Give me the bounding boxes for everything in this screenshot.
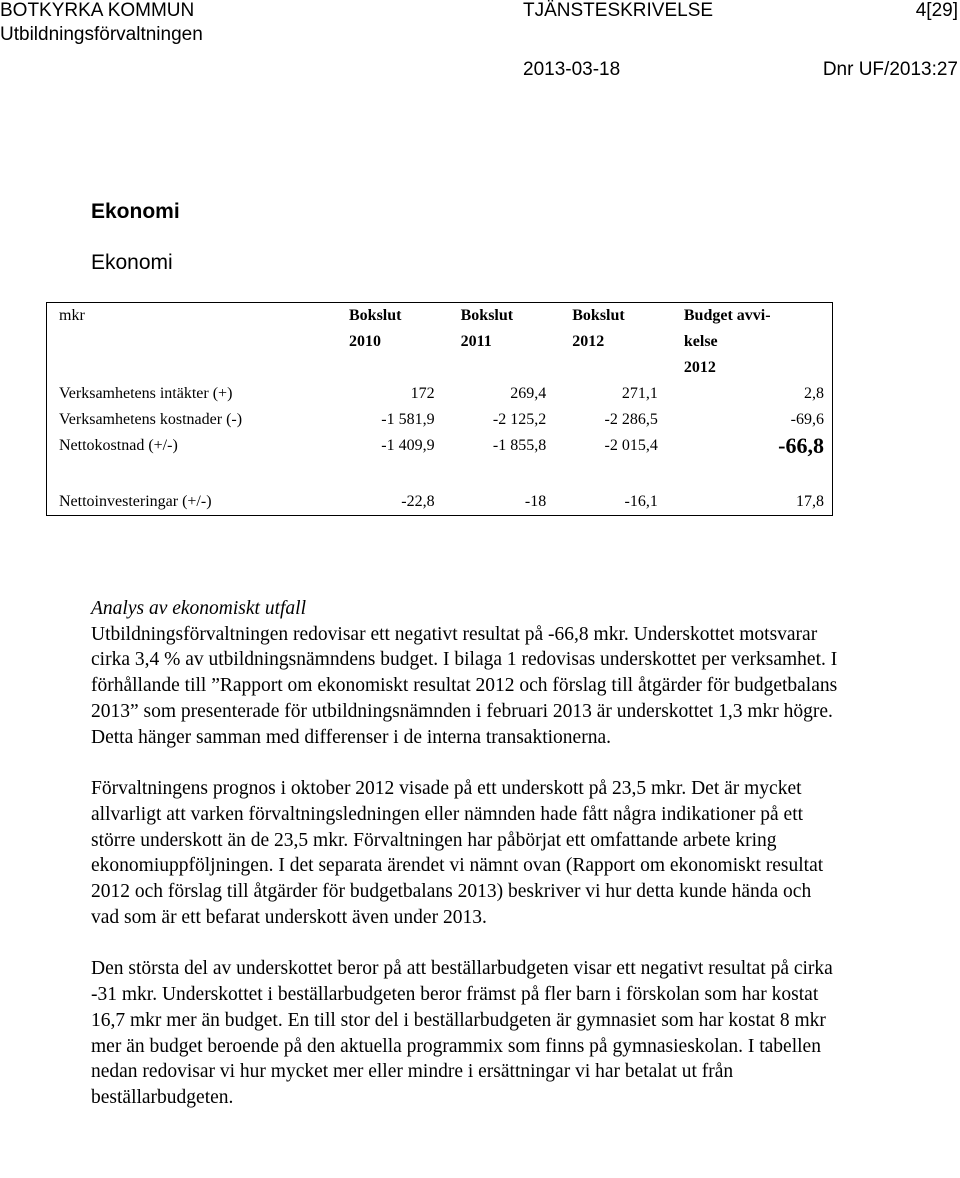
row-label: Nettoinvesteringar (+/-) (59, 493, 212, 510)
page-number: 4[29] (915, 0, 958, 21)
department-name: Utbildningsförvaltningen (0, 24, 203, 45)
table-row (47, 433, 833, 459)
table-row (47, 381, 833, 407)
table-cell: -1 581,9 (381, 411, 435, 428)
section-subtitle: Ekonomi (91, 251, 173, 274)
diary-number: Dnr UF/2013:27 (822, 59, 958, 80)
header-cell: 2012 (572, 333, 605, 350)
table-cell: 17,8 (796, 493, 824, 510)
net-deviation-highlight: -66,8 (778, 433, 824, 458)
analysis-paragraph-1: Utbildningsförvaltningen redovisar ett negativt resultat på -66,8 mkr. Underskottet motsvarar cirka 3,4 % av utbildningsnämndens budget. I bilaga 1 redovisas underskottet per verksamhet. I förhållande till ”Rapport om ekonomiskt resultat 2012 och förslag till åtgärder för budgetbalans 2013” som presenterade för utbildningsnämnden i februari 2013 är underskottet 1,3 mkr högre. Detta hänger samman med differenser i de interna transaktionerna. (91, 623, 838, 748)
table-header-row (47, 303, 833, 330)
table-cell: -18 (524, 493, 547, 510)
header-cell: Bokslut (349, 307, 402, 324)
org-name: BOTKYRKA KOMMUN (0, 0, 195, 21)
table-cell: -1 855,8 (492, 437, 547, 454)
row-label: Verksamhetens intäkter (+) (59, 385, 233, 402)
table-cell: -16,1 (624, 493, 658, 510)
table-row (47, 489, 833, 516)
analysis-heading: Analys av ekonomiskt utfall (91, 598, 306, 619)
table-cell: -69,6 (790, 411, 824, 428)
table-cell: 2,8 (804, 385, 824, 402)
row-label: Verksamhetens kostnader (-) (59, 411, 243, 428)
table-cell: -22,8 (401, 493, 435, 510)
analysis-section (91, 596, 841, 1111)
header-cell: 2010 (349, 333, 381, 350)
row-label: Nettokostnad (+/-) (59, 437, 178, 454)
table-cell: 269,4 (510, 385, 547, 402)
header-cell: 2012 (683, 359, 716, 376)
analysis-paragraph-2: Förvaltningens prognos i oktober 2012 visade på ett underskott på 23,5 mkr. Det är mycket allvarligt att varken förvaltningsledningen eller nämnden hade fått några indikationer på ett större underskott än de 23,5 mkr. Förvaltningen har påbörjat ett omfattande arbete kring ekonomiuppföljningen. I det separata ärendet vi nämnt ovan (Rapport om ekonomiskt resultat 2012 och förslag till åtgärder för budgetbalans 2013) beskriver vi hur detta kunde hända och vad som är ett befarat underskott även under 2013. (91, 778, 824, 928)
table-row (47, 407, 833, 433)
table-cell: -2 015,4 (604, 437, 658, 454)
table-cell: -1 409,9 (381, 437, 435, 454)
document-type: TJÄNSTESKRIVELSE (523, 0, 714, 21)
unit-label: mkr (59, 307, 85, 324)
analysis-paragraph-3: Den största del av underskottet beror på att beställarbudgeten visar ett negativt resultat på cirka -31 mkr. Underskottet i beställarbudgeten beror främst på fler barn i förskolan som har kostat 16,7 mkr mer än budget. En till stor del i beställarbudgeten är gymnasiet som har kostat 8 mkr mer än budget beroende på den aktuella programmix som finns på gymnasieskolan. I tabellen nedan redovisar vi hur mycket mer eller mindre i ersättningar vi har betalat ut från beställarbudgeten. (91, 958, 833, 1108)
table-cell: -2 286,5 (604, 411, 658, 428)
table-cell: 271,1 (621, 385, 658, 402)
document-date: 2013-03-18 (523, 59, 621, 80)
table-header-row (47, 329, 833, 355)
header-cell: Bokslut (572, 307, 625, 324)
table-cell: -2 125,2 (492, 411, 547, 428)
economy-table (46, 302, 833, 516)
header-cell: kelse (683, 333, 718, 350)
header-cell: Bokslut (460, 307, 514, 324)
header-cell: 2011 (460, 333, 492, 350)
section-title: Ekonomi (91, 200, 180, 223)
table-header-row (47, 355, 833, 381)
table-cell: 172 (410, 385, 435, 402)
header-cell: Budget avvi- (683, 307, 771, 324)
